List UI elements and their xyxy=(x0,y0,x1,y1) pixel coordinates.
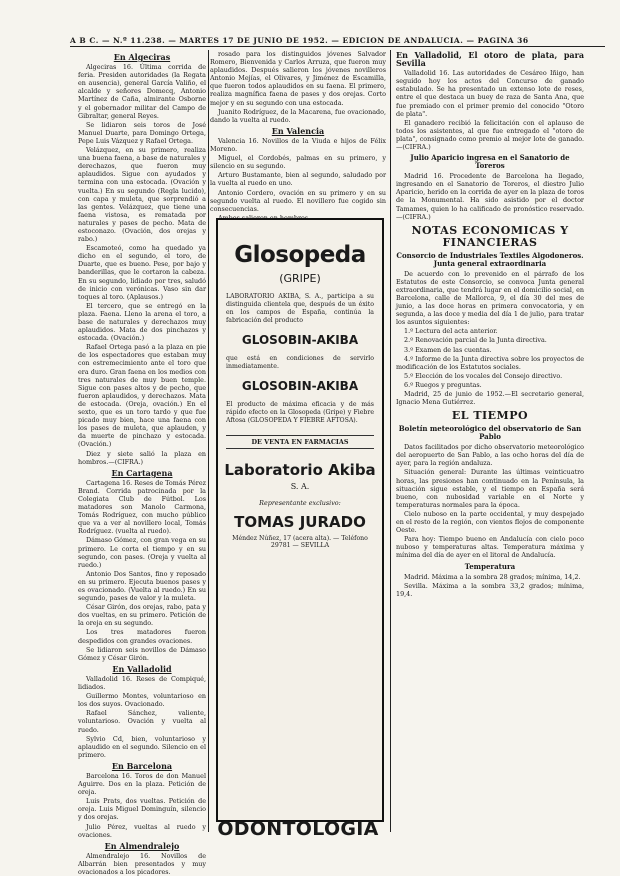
section-title: En Valladolid, El otoro de plata, para Sevilla xyxy=(396,50,584,69)
paragraph: Velázquez, en su primero, realiza una buena faena, a base de naturales y derechazos, que fueron muy aplaudidos. Sigue con ayudados y termina con una estocada. (Ovación y vuelta.) En su segundo (Regla lucido), con capa y muleta, que sorprendió a las gentes. Velázquez, que tiene una faena vistosa, es rematada por naturales y pases de pecho. Mata de estoconazo. (Ovación, dos orejas y rabo.) xyxy=(78,146,206,244)
ad-representative-label: Representante exclusivo: xyxy=(259,499,341,507)
paragraph: 3.º Examen de las cuentas. xyxy=(404,345,492,354)
paragraph: Se lidiaron seis toros de José Manuel Duarte, para Domingo Ortega, Pepe Luis Vázquez y Rafael Ortega. xyxy=(78,120,206,145)
ad-laboratory: Laboratorio Akiba xyxy=(224,461,376,479)
el-tiempo-heading: EL TIEMPO xyxy=(451,409,529,423)
paragraph: 2.º Renovación parcial de la Junta directiva. xyxy=(404,336,547,345)
section-title: En Valladolid xyxy=(112,663,172,674)
paragraph: rosado para los distinguidos jóvenes Salvador Romero, Bienvenida y Carlos Arruza, que fueron muy aplaudidos. Después salieron los jóvenes novilleros Antonio Mejías, el Olivares, y Jiménez de Escamilla, que fueron todos aplaudidos en su faena. El primero, realiza magnífica faena de pases y dos orejas. Corto mejor y en su segundo con una estocada. xyxy=(210,50,386,107)
section-title: En Almendralejo xyxy=(104,840,180,851)
paragraph: Guillermo Montes, voluntarioso en los dos suyos. Ovacionado. xyxy=(78,692,206,709)
ad-representative: TOMAS JURADO xyxy=(234,513,366,531)
paragraph: El ganadero recibió la felicitación con el aplauso de todos los asistentes, al que fue entregado el "otoro de plata", consignado como premio al mejor lote de ganado.—(CIFRA.) xyxy=(396,118,584,152)
paragraph: 6.º Ruegos y preguntas. xyxy=(404,380,482,389)
paragraph: César Girón, dos orejas, rabo, pata y dos vueltas, en su primero. Petición de la oreja en su segundo. xyxy=(78,603,206,628)
paragraph: Rafael Sánchez, valiente, voluntarioso. Ovación y vuelta al ruedo. xyxy=(78,709,206,734)
section-title: En Barcelona xyxy=(111,760,173,771)
paragraph: Algeciras 16. Última corrida de feria. Presiden autoridades (la Regata en ausencia), general García Valiño, el alcalde y señores Domecq, Antonio Martínez de Caña, almirante Osborne y el gobernador militar del Campo de Gibraltar, general Reyes. xyxy=(78,63,206,120)
paragraph: Madrid 16. Procedente de Barcelona ha llegado, ingresando en el Sanatorio de Toreros, el diestro Julio Aparicio, herido en la corrida de ayer en la plaza de toros de la Monumental. Ha sido asistido por el doctor Tamames, quien lo ha calificado de pronóstico reservado.—(CIFRA.) xyxy=(396,172,584,221)
paragraph: Sylvio Cd, bien, voluntarioso y aplaudido en el segundo. Silencio en el primero. xyxy=(78,734,206,759)
paragraph: De acuerdo con lo prevenido en el párrafo de los Estatutos de este Consorcio, se convoca Junta general extraordinaria, que tendrá lugar en el domicilio social, en Barcelona, calle de Mallorca, 9, el día 30 del mes de junio, a las doce horas en primera convocatoria, y en segunda, a las doce y media del día 1 de julio, para tratar los asuntos siguientes: xyxy=(396,269,584,327)
paragraph: Madrid, 25 de junio de 1952.—El secretario general, Ignacio Mena Gutiérrez. xyxy=(396,390,584,407)
paragraph: Arturo Bustamante, bien al segundo, saludado por la vuelta al ruedo en uno. xyxy=(210,171,386,188)
section-title: Boletín meteorológico del observatorio de San Pablo xyxy=(398,424,582,442)
paragraph: Valladolid 16. Las autoridades de Cesáreo Iñigo, han seguido hoy los actos del Concurso de ganado estabulado. Se ha presentado un extenso lote de reses, entre el que destaca un buey de raza de Santa Ana, que fue premiado con el primer premio del conocido "Otoro de plata". xyxy=(396,69,584,118)
section-title: En Valencia xyxy=(271,125,325,136)
page-header: A B C. — N.º 11.238. — MARTES 17 DE JUNIO DE 1952. — EDICION DE ANDALUCIA. — PAGINA 36 xyxy=(70,36,529,45)
paragraph: Antonio Cordero, ovación en su primero y en su segundo vuelta al ruedo. El novillero fue cogido sin consecuencias. xyxy=(210,188,386,213)
notas-economicas-heading: NOTAS ECONOMICAS Y FINANCIERAS xyxy=(411,223,569,249)
column-1 xyxy=(78,50,206,876)
paragraph: Escamoteó, como ha quedado ya dicho en el segundo, el toro, de Duarte, que es bueno. Pese, por bajo y banderillas, que le cortaron la cabeza. En su segundo, lidiado por tres, saludó de inicio con verónicas. Vaso sin dar toques al toro. (Aplausos.) xyxy=(78,244,206,301)
paragraph: 5.º Elección de los vocales del Consejo directivo. xyxy=(404,371,563,380)
ad-product: GLOSOBIN-AKIBA xyxy=(241,379,359,393)
ad-company-suffix: S. A. xyxy=(290,482,310,491)
paragraph: El tercero, que se entregó en la plaza. Faena. Lleno la arena el toro, a base de naturales y derechazos muy aplaudidos. Mata de dos pinchazos y estocada. (Ovación.) xyxy=(78,301,206,343)
odontologia-ad: ODONTOLOGIA xyxy=(217,818,379,840)
paragraph: Dámaso Gómez, con gran vega en su primero. Le corta el tiempo y en su segundo, con pases. (Oreja y vuelta al ruedo.) xyxy=(78,536,206,569)
paragraph: Almendralejo 16. Novillos de Albarrán bien presentados y muy ovacionados a los picadores. xyxy=(78,851,206,876)
paragraph: Situación general: Durante las últimas veinticuatro horas, las presiones han continuado en la Península, la situación sigue estable, y el tiempo en España será bueno, con nubosidad variable en el Norte y temperaturas normales para la época. xyxy=(396,468,584,509)
column-divider xyxy=(208,50,209,832)
ad-text: que está en condiciones de servirlo inmediatamente. xyxy=(226,355,374,370)
section-title: En Algeciras xyxy=(113,52,171,62)
ad-text: El producto de máxima eficacia y de más rápido efecto en la Glosopeda (Gripe) y Fiebre Aftosa (GLOSOPEDA Y FIEBRE AFTOSA). xyxy=(226,401,374,424)
paragraph: Barcelona 16. Toros de don Manuel Aguirre. Dos en la plaza. Petición de oreja. xyxy=(78,771,206,797)
ad-address: Méndez Núñez, 17 (acera alta). — Teléfono 29781 — SEVILLA xyxy=(232,535,368,549)
column-divider xyxy=(390,50,391,832)
paragraph: Los tres matadores fueron despedidos con grandes ovaciones. xyxy=(78,628,206,645)
ad-sale-line: DE VENTA EN FARMACIAS xyxy=(226,435,374,449)
paragraph: 1.º Lectura del acta anterior. xyxy=(404,327,498,336)
paragraph: Sevilla. Máxima a la sombra 33,2 grados; mínima, 19,4. xyxy=(396,581,584,598)
paragraph: Rafael Ortega pasó a la plaza en pie de los espectadores que estaban muy con estremecimiento ante el toro que era duro. Gran faena en los medios con tres naturales de muy buen temple. Sigue con pases altos y de pecho, que fueron aplaudidos, y derechazos. Mata de estocada. (Oreja, ovación.) En el sexto, que es un toro tardo y que fue picado muy bien, hace una faena con los pases de muleta, que aplauden, y da muerte de pinchazo y estocada. (Ovación.) xyxy=(78,343,206,449)
section-title: Julio Aparicio ingresa en el Sanatorio de Toreros xyxy=(410,153,570,171)
paragraph: Datos facilitados por dicho observatorio meteorológico del aeropuerto de San Pablo, a las ocho horas del día de ayer, para la región andaluza. xyxy=(396,443,584,468)
section-title: En Cartagena xyxy=(111,467,173,478)
paragraph: Julio Pérez, vueltas al ruedo y ovaciones. xyxy=(78,822,206,839)
paragraph: Cielo nuboso en la parte occidental, y muy despejado en el resto de la región, con vientos flojos de componente Oeste. xyxy=(396,509,584,535)
paragraph: Luis Prats, dos vueltas. Petición de oreja. Luis Miguel Dominguín, silencio y dos orejas. xyxy=(78,797,206,822)
glosopeda-advertisement xyxy=(216,218,384,822)
header-rule xyxy=(70,46,605,47)
paragraph: Valencia 16. Novillos de la Viuda e hijos de Félix Moreno. xyxy=(210,136,386,154)
paragraph: Valladolid 16. Reses de Compiqué, lidiados. xyxy=(78,674,206,692)
paragraph: Diez y siete salió la plaza en hombros.—(CIFRA.) xyxy=(78,449,206,466)
paragraph: Para hoy: Tiempo bueno en Andalucía con cielo poco nuboso y temperaturas altas. Temperatura máxima y mínima del día de ayer en el litoral de Andalucía. xyxy=(396,535,584,560)
ad-product: GLOSOBIN-AKIBA xyxy=(241,333,359,347)
ad-text: LABORATORIO AKIBA, S. A., participa a su distinguida clientela que, después de un éxito en los campos de España, continúa la fabricación del producto xyxy=(226,293,374,324)
paragraph: Miguel, el Cordobés, palmas en su primero, y silencio en su segundo. xyxy=(210,154,386,171)
column-3 xyxy=(396,50,584,830)
paragraph: 4.º Informe de la Junta directiva sobre los proyectos de modificación de los Estatutos sociales. xyxy=(396,354,584,371)
section-title: Temperatura xyxy=(464,561,516,571)
ad-subtitle: (GRIPE) xyxy=(279,272,321,285)
paragraph: Antonio Dos Santos, fino y reposado en su primero. Ejecuta buenos pases y es ovacionado. (Vuelta al ruedo.) En su segundo, pases de valor y la muleta. xyxy=(78,569,206,603)
paragraph: Se lidiaron seis novillos de Dámaso Gómez y César Girón. xyxy=(78,645,206,662)
section-title: Consorcio de Industriales Textiles Algodoneros. Junta general extraordinaria xyxy=(396,250,584,268)
paragraph: Juanito Rodríguez, de la Macarena, fue ovacionado, dando la vuelta al ruedo. xyxy=(210,107,386,124)
paragraph: Madrid. Máxima a la sombra 28 grados; mínima, 14,2. xyxy=(404,572,581,581)
ad-title: Glosopeda xyxy=(234,242,366,268)
paragraph: Cartagena 16. Reses de Tomás Pérez Brand. Corrida patrocinada por la Colegiata Club de Fútbol. Los matadores son Manolo Carmona, Tomás Rodríguez, con mucho público que va a ver al novillero local, Tomás Rodríguez. (vuelta al ruedo). xyxy=(78,478,206,536)
